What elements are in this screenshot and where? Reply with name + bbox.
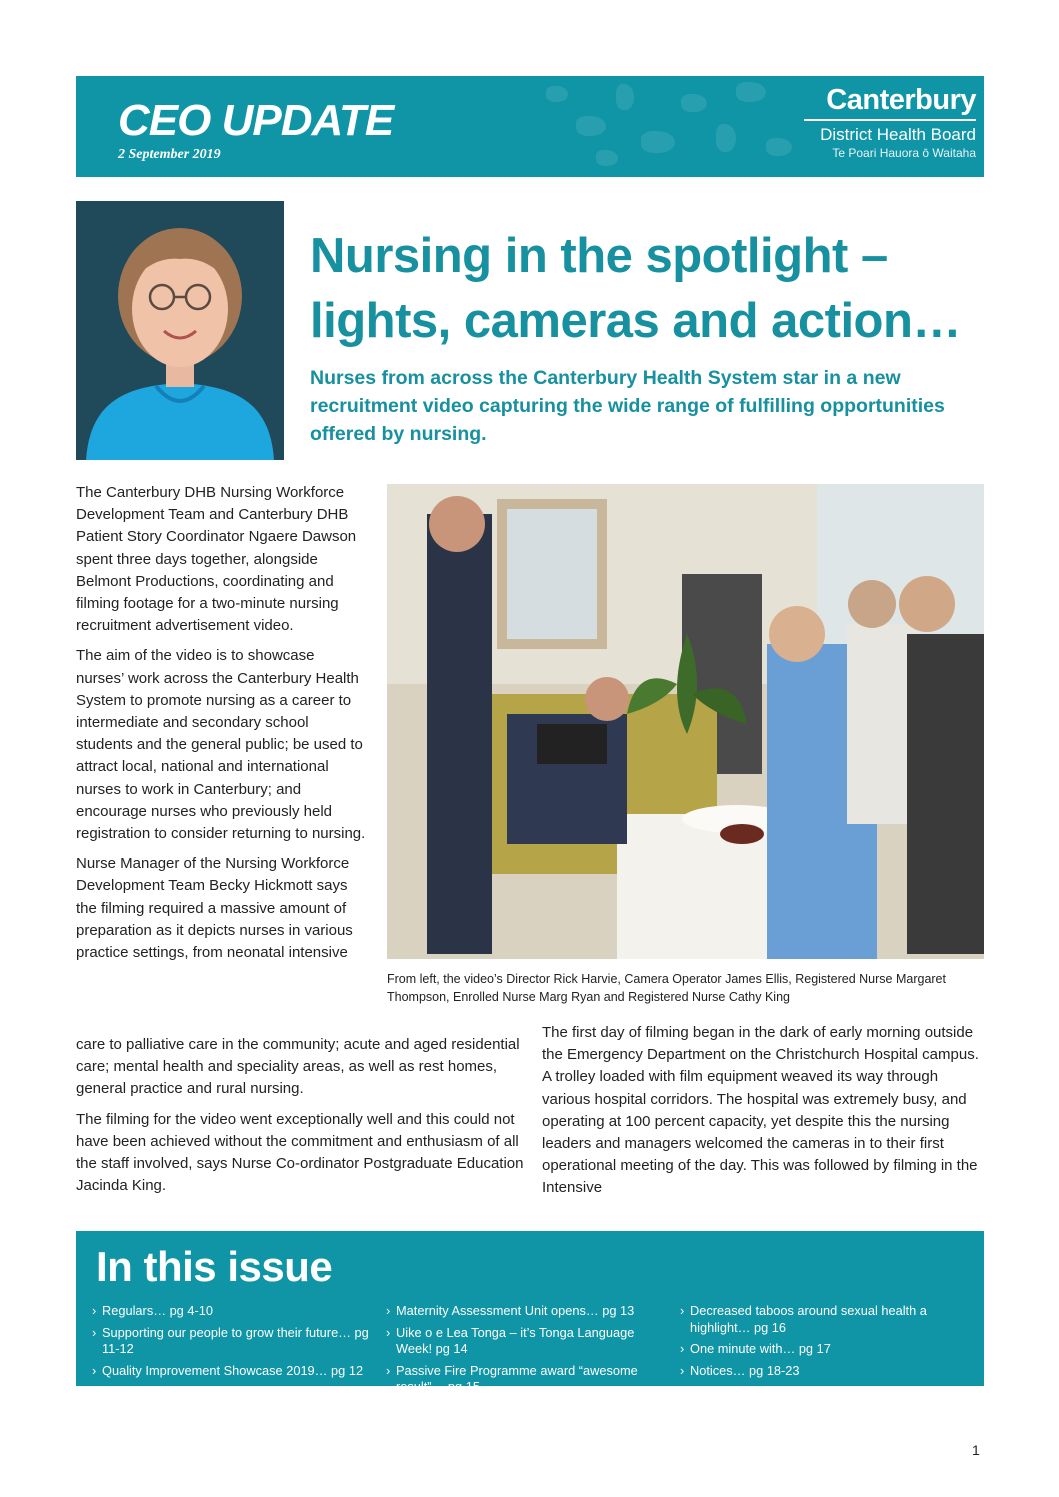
paragraph-3-part-1: Nurse Manager of the Nursing Workforce Development Team Becky Hickmott says the filming required a massive amount of preparation as it depicts nurses in various practice settings, from neonatal intensive bbox=[76, 855, 353, 962]
logo-name: Canterbury bbox=[826, 84, 976, 116]
paragraph-3-part-2: care to palliative care in the community; acute and aged residential care; mental health and speciality areas, as well as rest homes, general practice and rural nursing. bbox=[76, 1036, 520, 1098]
article-column-left bbox=[76, 482, 366, 972]
issue-link[interactable]: › Passive Fire Programme award “awesome result”… pg 15 bbox=[386, 1363, 671, 1396]
issue-link[interactable]: › Notices… pg 18-23 bbox=[680, 1363, 965, 1380]
issue-link[interactable]: › Uike o e Lea Tonga – it’s Tonga Language Week! pg 14 bbox=[386, 1325, 671, 1358]
issue-link[interactable]: › Decreased taboos around sexual health a highlight… pg 16 bbox=[680, 1303, 965, 1336]
paragraph-4: The filming for the video went exceptionally well and this could not have been achieved without the commitment and enthusiasm of all the staff involved, says Nurse Co-ordinator Postgraduate Education Jacinda King. bbox=[76, 1110, 524, 1195]
header-banner bbox=[76, 76, 984, 177]
banner-title: CEO UPDATE bbox=[118, 96, 394, 145]
article-continuation bbox=[76, 1034, 526, 1205]
in-this-issue-title: In this issue bbox=[96, 1243, 333, 1290]
photo-caption: From left, the video’s Director Rick Harvie, Camera Operator James Ellis, Registered Nurse Margaret Thompson, Enrolled Nurse Marg Ryan and Registered Nurse Cathy King bbox=[387, 972, 946, 1004]
paragraph-5: The first day of filming began in the dark of early morning outside the Emergency Department on the Christchurch Hospital campus. A trolley loaded with film equipment weaved its way through various hospital corridors. The hospital was extremely busy, and operating at 100 percent capacity, yet despite this the nursing leaders and managers welcomed the cameras in to their first operational meeting of the day. This was followed by filming in the Intensive bbox=[542, 1024, 979, 1197]
issue-list-column-2 bbox=[386, 1303, 671, 1401]
paragraph-2: The aim of the video is to showcase nurses’ work across the Canterbury Health System to promote nursing as a career to intermediate and secondary school students and the general public; be used to attract local, national and international nurses to work in Canterbury; and encourage nurses who previously held registration to consider returning to nursing. bbox=[76, 647, 366, 843]
issue-link[interactable]: › One minute with… pg 17 bbox=[680, 1341, 965, 1358]
issue-link[interactable]: › Maternity Assessment Unit opens… pg 13 bbox=[386, 1303, 671, 1320]
logo-subtitle: District Health Board bbox=[820, 125, 976, 144]
ceo-portrait-image bbox=[76, 201, 284, 460]
logo-divider bbox=[804, 119, 976, 121]
logo-maori-name: Te Poari Hauora ō Waitaha bbox=[832, 146, 976, 160]
in-this-issue-panel bbox=[76, 1231, 984, 1394]
issue-link[interactable]: › Regulars… pg 4-10 bbox=[92, 1303, 377, 1320]
issue-list-column-3 bbox=[680, 1303, 965, 1384]
cdhb-logo bbox=[804, 84, 976, 161]
publication-date: 2 September 2019 bbox=[118, 147, 221, 162]
page-number: 1 bbox=[972, 1442, 980, 1458]
article-column-right bbox=[542, 1022, 987, 1200]
paragraph-1: The Canterbury DHB Nursing Workforce Development Team and Canterbury DHB Patient Story Coordinator Ngaere Dawson spent three days together, alongside Belmont Productions, coordinating and filming footage for a two-minute nursing recruitment advertisement video. bbox=[76, 484, 357, 635]
issue-link[interactable]: › Quality Improvement Showcase 2019… pg 12 bbox=[92, 1363, 377, 1380]
article-headline bbox=[310, 224, 990, 354]
issue-link[interactable]: › Supporting our people to grow their future… pg 11-12 bbox=[92, 1325, 377, 1358]
issue-list-column-1 bbox=[92, 1303, 377, 1384]
headline-line-2: lights, cameras and action… bbox=[310, 294, 961, 348]
filming-photo bbox=[387, 484, 984, 959]
article-standfirst: Nurses from across the Canterbury Health System star in a new recruitment video capturing the wide range of fulfilling opportunities offered by nursing. bbox=[310, 367, 945, 445]
headline-line-1: Nursing in the spotlight – bbox=[310, 229, 888, 283]
